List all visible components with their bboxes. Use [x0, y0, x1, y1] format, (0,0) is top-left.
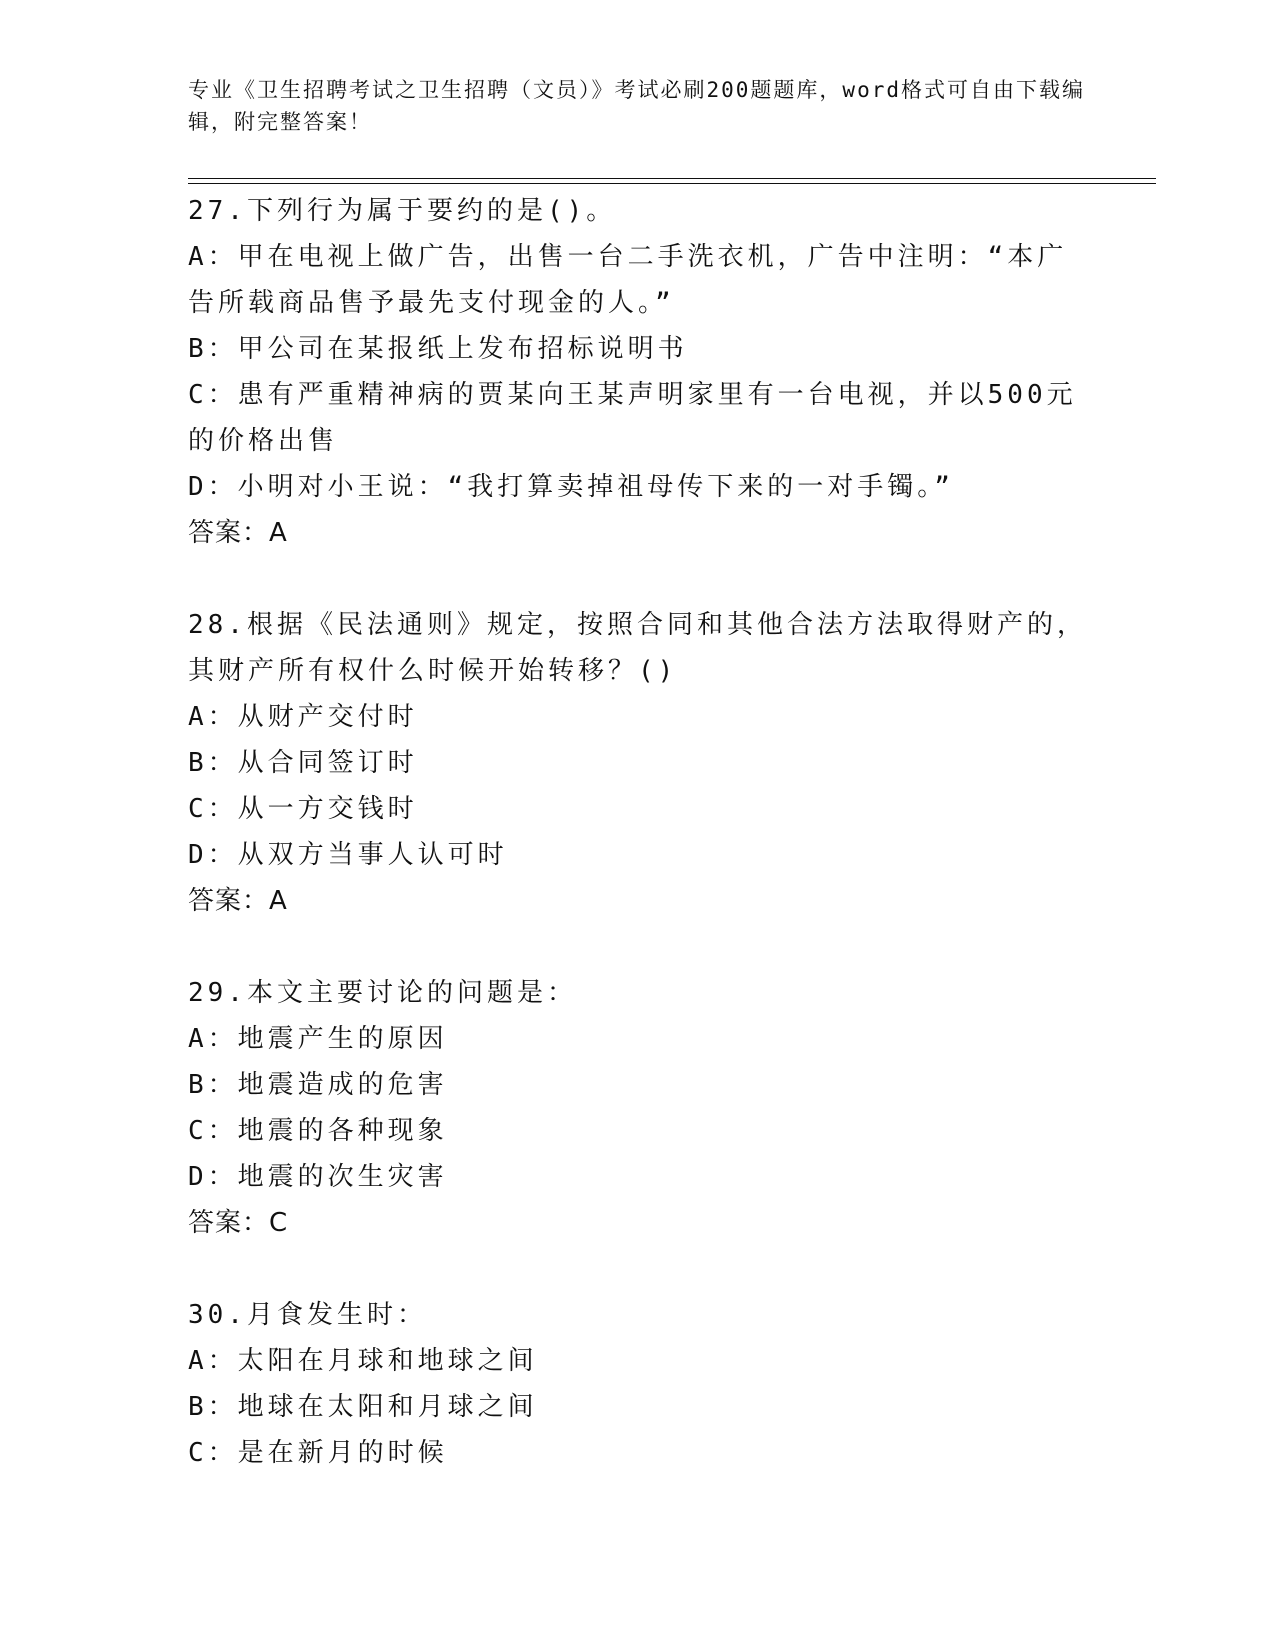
question-27	[188, 188, 1088, 556]
question-stem: 29.本文主要讨论的问题是：	[188, 978, 577, 1008]
option-c: C：从一方交钱时	[188, 794, 418, 824]
option-a: A：从财产交付时	[188, 702, 418, 732]
option-b: B：地球在太阳和月球之间	[188, 1392, 538, 1422]
header-rule-top	[188, 178, 1156, 179]
option-d: D：小明对小王说：“我打算卖掉祖母传下来的一对手镯。”	[188, 472, 954, 502]
document-header: 专业《卫生招聘考试之卫生招聘（文员）》考试必刷200题题库，word格式可自由下载编辑，附完整答案！	[188, 78, 1085, 134]
option-c: C：地震的各种现象	[188, 1116, 448, 1146]
question-29	[188, 970, 1088, 1246]
header-rule-bottom	[188, 183, 1156, 184]
option-d: D：地震的次生灾害	[188, 1162, 448, 1192]
option-a: A：太阳在月球和地球之间	[188, 1346, 538, 1376]
option-b: B：甲公司在某报纸上发布招标说明书	[188, 334, 688, 364]
answer: 答案：A	[188, 518, 288, 548]
question-30	[188, 1292, 1088, 1476]
question-stem: 28.根据《民法通则》规定，按照合同和其他合法方法取得财产的，其财产所有权什么时候开始转移？()	[188, 610, 1087, 686]
question-stem: 27.下列行为属于要约的是()。	[188, 196, 617, 226]
option-b: B：地震造成的危害	[188, 1070, 448, 1100]
question-28	[188, 602, 1088, 924]
question-list	[188, 188, 1088, 1522]
option-c: C：患有严重精神病的贾某向王某声明家里有一台电视，并以500元的价格出售	[188, 380, 1077, 456]
option-b: B：从合同签订时	[188, 748, 418, 778]
option-c: C：是在新月的时候	[188, 1438, 448, 1468]
question-stem: 30.月食发生时：	[188, 1300, 427, 1330]
option-d: D：从双方当事人认可时	[188, 840, 508, 870]
option-a: A：甲在电视上做广告，出售一台二手洗衣机，广告中注明：“本广告所载商品售予最先支付现金的人。”	[188, 242, 1068, 318]
answer: 答案：C	[188, 1208, 289, 1238]
option-a: A：地震产生的原因	[188, 1024, 448, 1054]
answer: 答案：A	[188, 886, 288, 916]
